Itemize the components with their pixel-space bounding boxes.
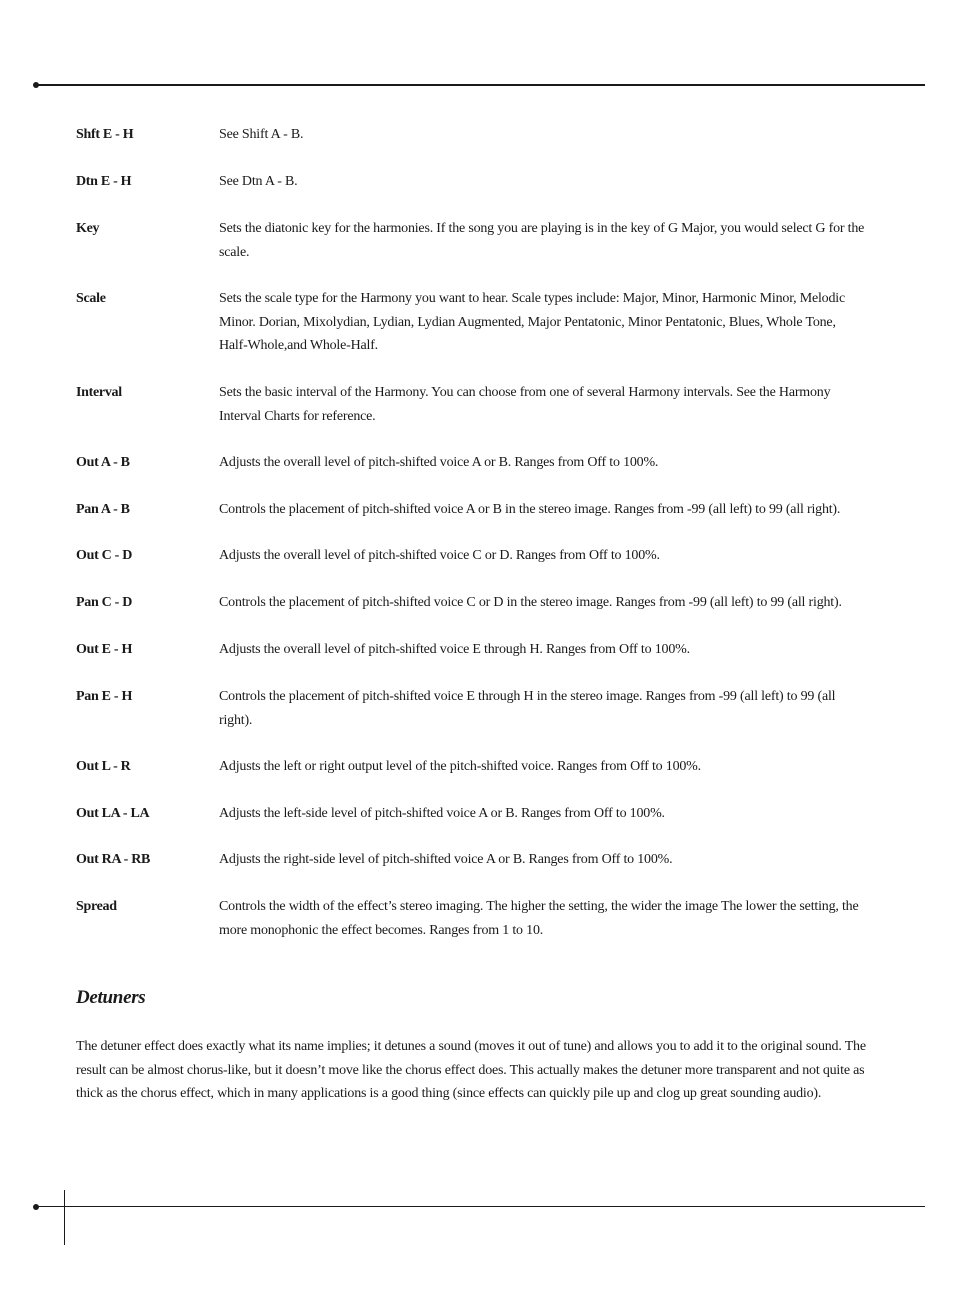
param-name: Out E - H: [76, 642, 133, 657]
param-name: Pan C - D: [76, 595, 133, 610]
bottom-margin-mark: [64, 1190, 65, 1245]
param-name: Pan A - B: [76, 502, 130, 517]
param-description: See Shift A - B.: [219, 127, 304, 142]
param-description: Controls the placement of pitch-shifted voice E through H in the stereo image. Ranges from -99 (all left) to 99 (all right).: [219, 689, 836, 728]
param-name: Key: [76, 221, 100, 236]
param-name: Out C - D: [76, 548, 133, 563]
top-rule: [36, 84, 925, 86]
param-name: Dtn E - H: [76, 174, 132, 189]
param-description: Adjusts the overall level of pitch-shifted voice C or D. Ranges from Off to 100%.: [219, 548, 660, 563]
param-name: Out L - R: [76, 759, 131, 774]
section-body-paragraph: The detuner effect does exactly what its name implies; it detunes a sound (moves it out of tune) and allows you to add it to the original sound. The result can be almost chorus-like, but it doesn’t move like the chorus effect does. This actually makes the detuner more transparent and not quite as thick as the chorus effect, which in many applications is a good thing (since effects can quickly pile up and clog up great sounding audio).: [76, 1039, 866, 1101]
param-description: See Dtn A - B.: [219, 174, 298, 189]
param-name: Spread: [76, 899, 117, 914]
param-description: Sets the diatonic key for the harmonies. If the song you are playing is in the key of G Major, you would select G for the scale.: [219, 221, 865, 260]
param-description: Adjusts the overall level of pitch-shifted voice A or B. Ranges from Off to 100%.: [219, 455, 659, 470]
param-name: Out LA - LA: [76, 806, 150, 821]
param-description: Controls the width of the effect’s stereo imaging. The higher the setting, the wider the image The lower the setting, the more monophonic the effect becomes. Ranges from 1 to 10.: [219, 899, 859, 938]
section-heading: Detuners: [76, 987, 146, 1008]
param-description: Adjusts the right-side level of pitch-shifted voice A or B. Ranges from Off to 100%.: [219, 852, 673, 867]
param-description: Adjusts the overall level of pitch-shifted voice E through H. Ranges from Off to 100%.: [219, 642, 690, 657]
param-description: Controls the placement of pitch-shifted voice A or B in the stereo image. Ranges from -99 (all left) to 99 (all right).: [219, 502, 841, 517]
param-name: Pan E - H: [76, 689, 133, 704]
param-name: Shft E - H: [76, 127, 134, 142]
param-description: Controls the placement of pitch-shifted voice C or D in the stereo image. Ranges from -99 (all left) to 99 (all right).: [219, 595, 842, 610]
bottom-rule: [36, 1206, 925, 1207]
param-description: Adjusts the left-side level of pitch-shifted voice A or B. Ranges from Off to 100%.: [219, 806, 665, 821]
param-name: Interval: [76, 385, 122, 400]
param-name: Scale: [76, 291, 106, 306]
param-name: Out A - B: [76, 455, 130, 470]
bottom-rule-dot: [33, 1204, 39, 1210]
param-description: Sets the basic interval of the Harmony. You can choose from one of several Harmony intervals. See the Harmony Interval Charts for reference.: [219, 385, 831, 424]
param-description: Sets the scale type for the Harmony you want to hear. Scale types include: Major, Minor, Harmonic Minor, Melodic Minor. Dorian, Mixolydian, Lydian, Lydian Augmented, Major Pentatonic, Minor Pentatonic, Blues, Whole Tone, Half-Whole,and Whole-Half.: [219, 291, 845, 353]
param-name: Out RA - RB: [76, 852, 151, 867]
param-description: Adjusts the left or right output level of the pitch-shifted voice. Ranges from Off to 100%.: [219, 759, 701, 774]
